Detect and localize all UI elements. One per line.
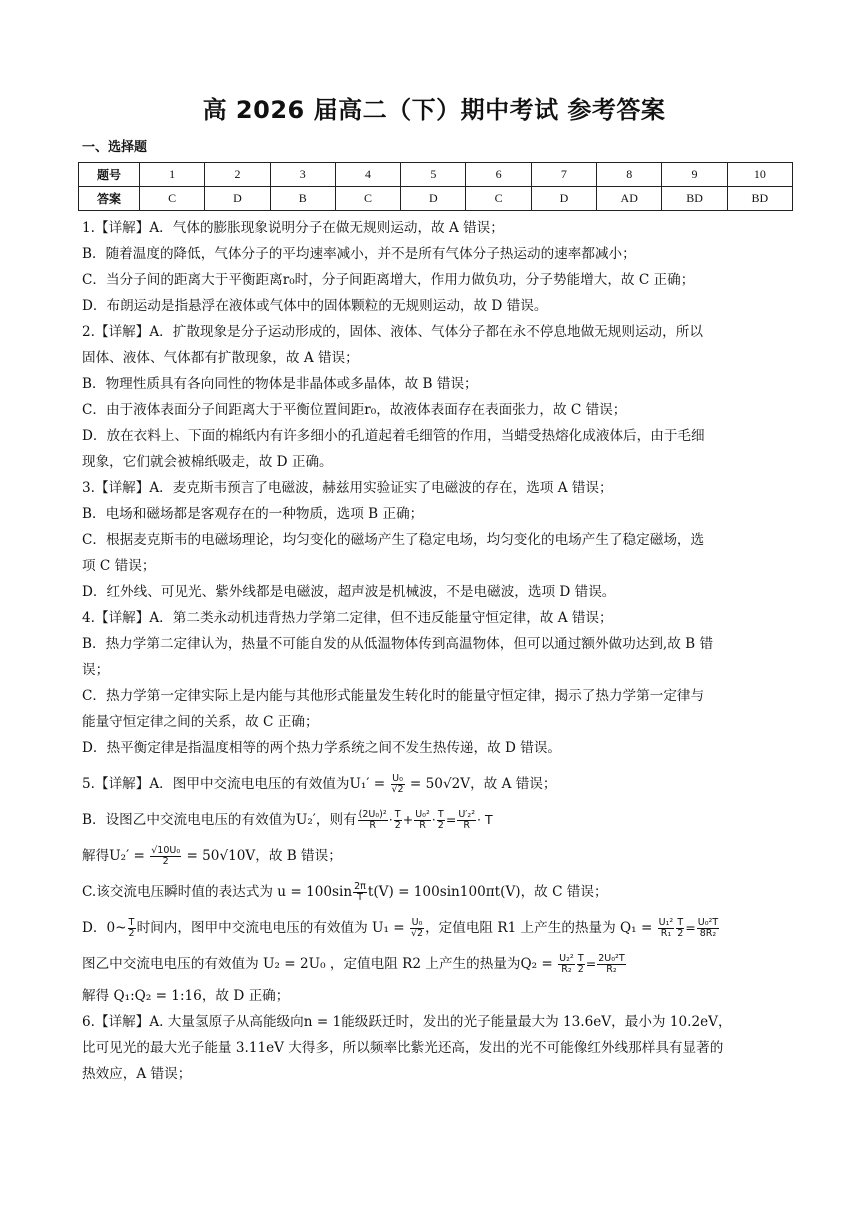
question-number: 2 [205, 163, 270, 187]
question-number: 6 [466, 163, 531, 187]
text-line: C．热力学第一定律实际上是内能与其他形式能量发生转化时的能量守恒定律，揭示了热力学第一定律与 [82, 688, 705, 704]
text-line: 比可见光的最大光子能量 3.11eV 大得多，所以频率比紫光还高，发出的光不可能像红外线那样具有显著的 [82, 1040, 724, 1056]
question-number: 3 [270, 163, 335, 187]
text-line: D．热平衡定律是指温度相等的两个热力学系统之间不发生热传递，故 D 错误。 [82, 740, 562, 756]
text-line: 2.【详解】A．扩散现象是分子运动形成的，固体、液体、气体分子都在永不停息地做无规则运动，所以 [82, 324, 703, 340]
text-line: 1.【详解】A．气体的膨胀现象说明分子在做无规则运动，故 A 错误； [82, 220, 504, 236]
question-number: 7 [531, 163, 596, 187]
answer-cell: BD [662, 187, 727, 211]
text-line: 热效应，A 错误； [82, 1066, 192, 1082]
fraction: $\frac{\text{U₀²}}{R}$ [415, 809, 430, 831]
fraction: $\frac{\text{U₀}}{√2}$ [391, 773, 404, 795]
text-line: C．由于液体表面分子间距离大于平衡位置间距r₀，故液体表面存在表面张力，故 C 错误； [82, 402, 627, 418]
text-line: B．热力学第二定律认为，热量不可能自发的从低温物体传到高温物体，但可以通过额外做功达到,故 B 错 [82, 636, 714, 652]
fraction: $\frac{\text{U₀}}{√2}$ [410, 917, 424, 939]
fraction: $\frac{T}{2}$ [437, 809, 444, 831]
text-line: 能量守恒定律之间的关系，故 C 正确； [82, 714, 319, 730]
answer-cell: BD [727, 187, 792, 211]
fraction: $\frac{T}{2}$ [394, 809, 401, 831]
fraction: $\frac{T}{2}$ [677, 917, 684, 939]
answer-cell: D [531, 187, 596, 211]
answer-label: 答案 [79, 187, 140, 211]
text-line: B．物理性质具有各向同性的物体是非晶体或多晶体，故 B 错误； [82, 376, 478, 392]
answer-cell: D [205, 187, 270, 211]
table-row-answers [79, 187, 793, 211]
text-line: C．当分子间的距离大于平衡距离r₀时，分子间距离增大，作用力做负功，分子势能增大，故 C 正确； [82, 272, 695, 288]
q5-line-d: C.该交流电压瞬时值的表达式为 u = 100sin $\frac{2\pi}{T}$ t(V) = 100sin100πt(V)，故 C 错误； [82, 881, 608, 903]
header-label: 题号 [79, 163, 140, 187]
text-line: 固体、液体、气体都有扩散现象，故 A 错误； [82, 350, 359, 366]
fraction: $\frac{\text{U′₂²}}{R}$ [458, 809, 476, 831]
text-line: B．随着温度的降低，气体分子的平均速率减小，并不是所有气体分子热运动的速率都减小； [82, 246, 636, 262]
question-number: 9 [662, 163, 727, 187]
q5-line-g: 解得 Q₁:Q₂ = 1:16，故 D 正确； [82, 988, 290, 1004]
text-line: D．布朗运动是指悬浮在液体或气体中的固体颗粒的无规则运动，故 D 错误。 [82, 298, 548, 314]
answer-cell: C [140, 187, 205, 211]
table-row-numbers [79, 163, 793, 187]
q5-line-b: B．设图乙中交流电电压的有效值为U₂′，则有 $\frac{\text{(2U₀)²}}{R}$ · $\frac{T}{2}$ + $\frac{\text{U₀²}}{R}$ · $\frac{T}{2}$ = $\frac{\text{U′₂²}}{R}$ · T [82, 809, 493, 831]
text-line: 4.【详解】A．第二类永动机违背热力学第二定律，但不违反能量守恒定律，故 A 错误； [82, 610, 613, 626]
answer-cell: AD [597, 187, 662, 211]
question-number: 5 [401, 163, 466, 187]
fraction: $\frac{\text{U₂²}}{\text{R₂}}$ [559, 953, 574, 975]
text-line: D．放在衣料上、下面的棉纸内有许多细小的孔道起着毛细管的作用，当蜡受热熔化成液体后，由于毛细 [82, 428, 705, 444]
question-number: 4 [335, 163, 400, 187]
section-heading: 一、选择题 [82, 140, 148, 155]
text-line: 误； [82, 662, 110, 678]
fraction: $\frac{\text{U₀²T}}{\text{8R₂}}$ [697, 917, 719, 939]
fraction: $\frac{\text{U₁²}}{\text{R₁}}$ [658, 917, 674, 939]
q5-line-c: 解得U₂′ = $\frac{\text{√10U₀}}{2}$ = 50√10V，故 B 错误； [82, 845, 342, 867]
text-line: 现象，它们就会被棉纸吸走，故 D 正确。 [82, 454, 333, 470]
answer-cell: B [270, 187, 335, 211]
answer-cell: C [335, 187, 400, 211]
q5-line-e: D．0~ $\frac{T}{2}$ 时间内，图甲中交流电电压的有效值为 U₁ = $\frac{\text{U₀}}{√2}$ ，定值电阻 R1 上产生的热量为 Q₁ = $\frac{\text{U₁²}}{\text{R₁}}$ $\frac{T}{2}$ = $\frac{\text{U₀²T}}{\text{8R₂}}$ [82, 917, 719, 939]
question-number: 8 [597, 163, 662, 187]
text-line: D．红外线、可见光、紫外线都是电磁波，超声波是机械波，不是电磁波，选项 D 错误。 [82, 584, 616, 600]
question-number: 1 [140, 163, 205, 187]
page-title: 高 2026 届高二（下）期中考试 参考答案 [202, 96, 666, 124]
fraction: $\frac{\text{√10U₀}}{2}$ [151, 845, 181, 867]
text-line: B．电场和磁场都是客观存在的一种物质，选项 B 正确； [82, 506, 424, 522]
fraction: $\frac{\text{2U₀²T}}{\text{R₂}}$ [598, 953, 625, 975]
question-number: 10 [727, 163, 792, 187]
text-line: 6.【详解】A. 大量氢原子从高能级向n = 1能级跃迁时，发出的光子能量最大为 13.6eV，最小为 10.2eV， [82, 1014, 732, 1030]
answer-cell: D [401, 187, 466, 211]
explanation-body [82, 215, 792, 1087]
answer-cell: C [466, 187, 531, 211]
fraction: $\frac{2\pi}{T}$ [354, 881, 366, 903]
fraction: $\frac{T}{2}$ [577, 953, 584, 975]
fraction: $\frac{\text{(2U₀)²}}{R}$ [358, 809, 387, 831]
q5-line-f: 图乙中交流电电压的有效值为 U₂ = 2U₀ ，定值电阻 R2 上产生的热量为Q₂ = $\frac{\text{U₂²}}{\text{R₂}}$ $\frac{T}{2}$ = $\frac{\text{2U₀²T}}{\text{R₂}}$ [82, 953, 625, 975]
text-line: 3.【详解】A．麦克斯韦预言了电磁波，赫兹用实验证实了电磁波的存在，选项 A 错误； [82, 480, 613, 496]
text-line: C．根据麦克斯韦的电磁场理论，均匀变化的磁场产生了稳定电场，均匀变化的电场产生了稳定磁场，选 [82, 532, 705, 548]
text-line: 项 C 错误； [82, 558, 156, 574]
fraction: $\frac{T}{2}$ [128, 917, 135, 939]
answer-table [78, 162, 793, 211]
q5-line-a: 5.【详解】A．图甲中交流电电压的有效值为U₁′ = $\frac{\text{U₀}}{√2}$ = 50√2V，故 A 错误； [82, 773, 557, 795]
